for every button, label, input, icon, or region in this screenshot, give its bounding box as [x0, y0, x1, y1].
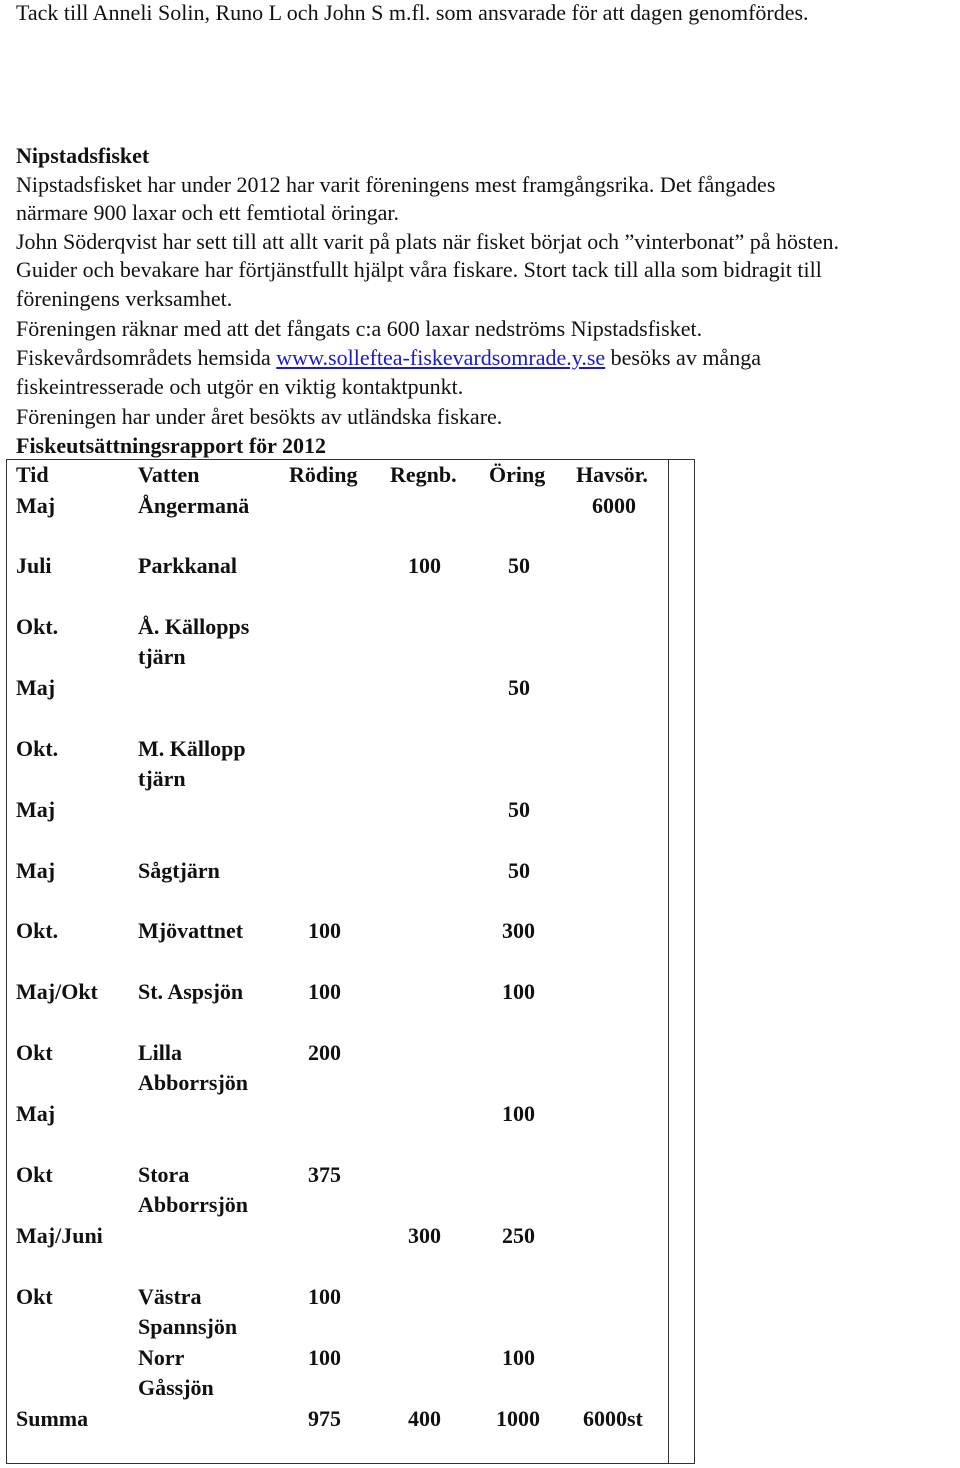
cell-roding: 100: [308, 1345, 341, 1370]
cell-oring: 100: [502, 1345, 535, 1370]
paragraph-text: Stort tack till alla som bidragit till: [518, 257, 822, 282]
cell-roding: 100: [308, 979, 341, 1004]
table-right-border: [694, 459, 695, 1464]
cell-vatten: Ångermanä: [138, 493, 250, 518]
cell-oring: 250: [502, 1223, 535, 1248]
cell-vatten-line2: Spannsjön: [138, 1314, 238, 1339]
paragraph-text: Guider och bevakare har förtjänstfullt hjälpt våra fiskare.: [16, 257, 519, 282]
cell-oring: 50: [508, 858, 530, 883]
cell-vatten: Mjövattnet: [138, 918, 244, 943]
paragraph-line: Föreningen har under året besökts av utländska fiskare.: [16, 404, 503, 429]
summa-regnb: 400: [408, 1406, 441, 1431]
paragraph-text: Fiskevårdsområdets hemsida: [16, 345, 277, 370]
cell-roding: 100: [308, 918, 341, 943]
cell-vatten: Parkkanal: [138, 553, 238, 578]
paragraph-text: besöks av många: [605, 345, 761, 370]
header-regnb: Regnb.: [390, 462, 457, 487]
cell-roding: 200: [308, 1040, 341, 1065]
cell-regnb: 100: [408, 553, 441, 578]
paragraph-line: Föreningen räknar med att det fångats c:a 600 laxar nedströms Nipstadsfisket.: [16, 316, 703, 341]
cell-oring: 100: [502, 979, 535, 1004]
paragraph-line: fiskeintresserade och utgör en viktig kontaktpunkt.: [16, 374, 464, 399]
header-havsor: Havsör.: [576, 462, 648, 487]
cell-tid: Maj: [16, 675, 56, 700]
cell-vatten: Å. Källopps: [138, 614, 250, 639]
header-vatten: Vatten: [138, 462, 200, 487]
cell-havsor: 6000: [592, 493, 636, 518]
cell-vatten: Lilla: [138, 1040, 183, 1065]
cell-oring: 100: [502, 1101, 535, 1126]
cell-tid: Okt.: [16, 918, 59, 943]
cell-vatten: Norr: [138, 1345, 185, 1370]
paragraph-line: Nipstadsfisket har under 2012 har varit föreningens mest framgångsrika. Det fångades: [16, 172, 776, 197]
summa-havsor: 6000st: [583, 1406, 643, 1431]
paragraph-line: närmare 900 laxar och ett femtiotal öringar.: [16, 200, 400, 225]
summa-roding: 975: [308, 1406, 341, 1431]
summa-oring: 1000: [496, 1406, 540, 1431]
paragraph-line: [16, 343, 761, 372]
header-oring: Öring: [489, 462, 546, 487]
cell-vatten: Sågtjärn: [138, 858, 220, 883]
cell-tid: Okt: [16, 1162, 53, 1187]
cell-vatten-line2: Gåssjön: [138, 1375, 214, 1400]
cell-tid: Maj/Okt: [16, 979, 98, 1004]
cell-regnb: 300: [408, 1223, 441, 1248]
section-heading: Nipstadsfisket: [16, 143, 150, 168]
cell-vatten: Stora: [138, 1162, 190, 1187]
cell-tid: Okt: [16, 1040, 53, 1065]
cell-vatten: St. Aspsjön: [138, 979, 244, 1004]
cell-oring: 50: [508, 797, 530, 822]
cell-tid: Maj: [16, 1101, 56, 1126]
table-left-border: [6, 459, 7, 1464]
paragraph-line: John Söderqvist har sett till att allt varit på plats när fisket börjat och ”vinterbonat” på hösten.: [16, 229, 839, 254]
summa-label: Summa: [16, 1406, 89, 1431]
cell-vatten: M. Källopp: [138, 736, 246, 761]
table-column-border: [668, 459, 669, 1464]
website-link[interactable]: www.solleftea-fiskevardsomrade.y.se: [276, 345, 606, 370]
cell-tid: Maj: [16, 858, 56, 883]
cell-vatten-line2: tjärn: [138, 644, 186, 669]
cell-tid: Okt: [16, 1284, 53, 1309]
cell-tid: Juli: [16, 553, 52, 578]
cell-oring: 300: [502, 918, 535, 943]
header-roding: Röding: [289, 462, 358, 487]
cell-tid: Maj/Juni: [16, 1223, 103, 1248]
cell-tid: Maj: [16, 797, 56, 822]
table-bottom-border: [6, 1463, 695, 1464]
cell-vatten-line2: Abborrsjön: [138, 1192, 249, 1217]
cell-tid: Okt.: [16, 736, 59, 761]
cell-vatten-line2: tjärn: [138, 766, 186, 791]
paragraph-line: [16, 255, 822, 284]
report-title: Fiskeutsättningsrapport för 2012: [16, 433, 327, 458]
cell-tid: Maj: [16, 493, 56, 518]
cell-oring: 50: [508, 675, 530, 700]
top-note: Tack till Anneli Solin, Runo L och John S m.fl. som ansvarade för att dagen genomfördes.: [16, 0, 809, 25]
cell-vatten-line2: Abborrsjön: [138, 1070, 249, 1095]
header-tid: Tid: [16, 462, 49, 487]
cell-tid: Okt.: [16, 614, 59, 639]
paragraph-line: föreningens verksamhet.: [16, 286, 233, 311]
cell-roding: 100: [308, 1284, 341, 1309]
cell-vatten: Västra: [138, 1284, 202, 1309]
cell-oring: 50: [508, 553, 530, 578]
cell-roding: 375: [308, 1162, 341, 1187]
